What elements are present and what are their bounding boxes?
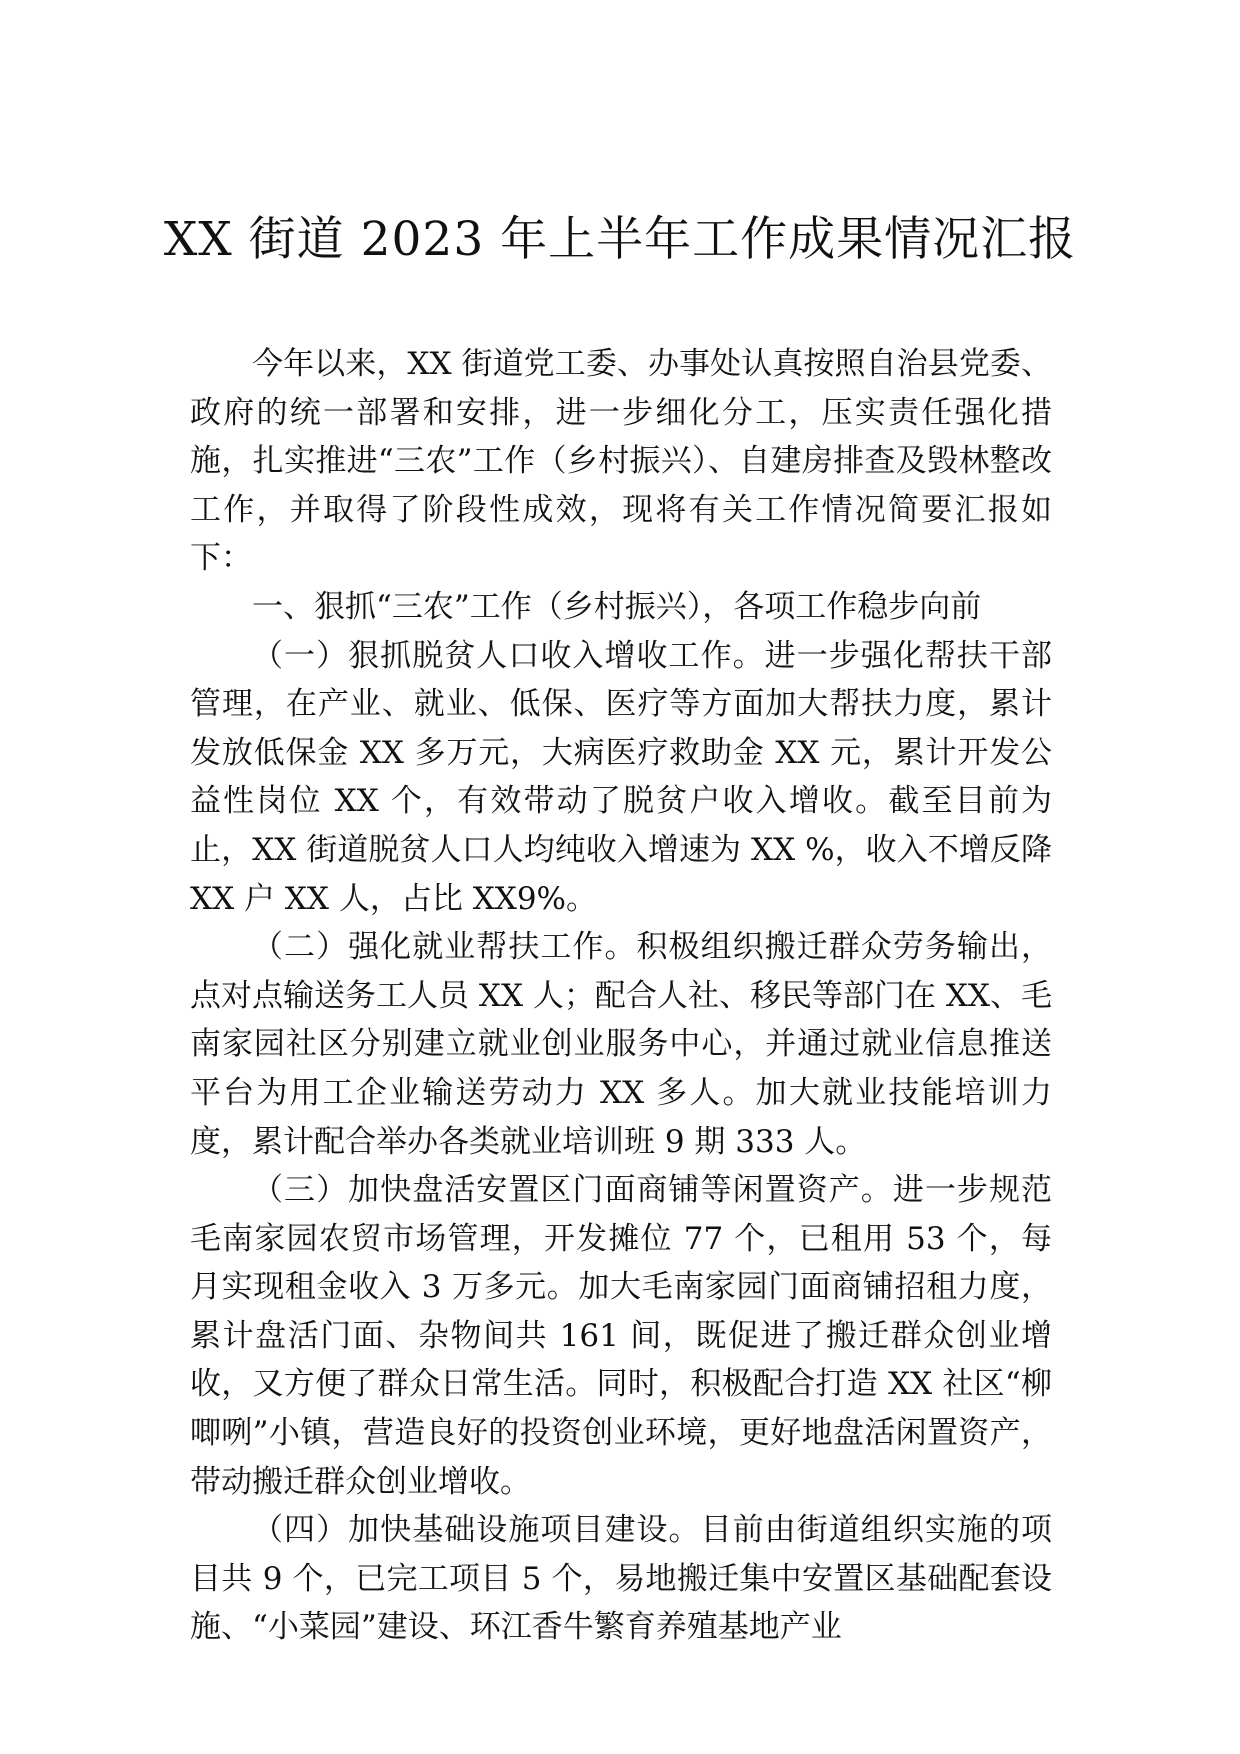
document-title: XX 街道 2023 年上半年工作成果情况汇报 — [163, 212, 1077, 267]
paragraph-item-4: （四）加快基础设施项目建设。目前由街道组织实施的项目共 9 个，已完工项目 5 个，易地搬迁集中安置区基础配套设施、“小菜园”建设、环江香牛繁育养殖基地产业 — [190, 1512, 1052, 1646]
paragraph-item-2: （二）强化就业帮扶工作。积极组织搬迁群众劳务输出，点对点输送务工人员 XX 人；配合人社、移民等部门在 XX、毛南家园社区分别建立就业创业服务中心，并通过就业信息推送平台为用工企业输送劳动力 XX 多人。加大就业技能培训力度，累计配合举办各类就业培训班 9 期 333 人。 — [190, 929, 1052, 1160]
section-heading-1: 一、狠抓“三农”工作（乡村振兴），各项工作稳步向前 — [252, 588, 982, 625]
paragraph-intro: 今年以来，XX 街道党工委、办事处认真按照自治县党委、政府的统一部署和安排，进一步细化分工，压实责任强化措施，扎实推进“三农”工作（乡村振兴）、自建房排查及毁林整改工作，并取得了阶段性成效，现将有关工作情况简要汇报如下： — [190, 346, 1052, 577]
paragraph-item-3: （三）加快盘活安置区门面商铺等闲置资产。进一步规范毛南家园农贸市场管理，开发摊位 77 个，已租用 53 个，每月实现租金收入 3 万多元。加大毛南家园门面商铺招租力度，累计盘活门面、杂物间共 161 间，既促进了搬迁群众创业增收，又方便了群众日常生活。同时，积极配合打造 XX 社区“柳唧咧”小镇，营造良好的投资创业环境，更好地盘活闲置资产，带动搬迁群众创业增收。 — [190, 1172, 1052, 1500]
paragraph-item-1: （一）狠抓脱贫人口收入增收工作。进一步强化帮扶干部管理，在产业、就业、低保、医疗等方面加大帮扶力度，累计发放低保金 XX 多万元，大病医疗救助金 XX 元，累计开发公益性岗位 XX 个，有效带动了脱贫户收入增收。截至目前为止，XX 街道脱贫人口人均纯收入增速为 XX %，收入不增反降 XX 户 XX 人，占比 XX9%。 — [190, 637, 1052, 917]
document-body — [190, 340, 1052, 1652]
